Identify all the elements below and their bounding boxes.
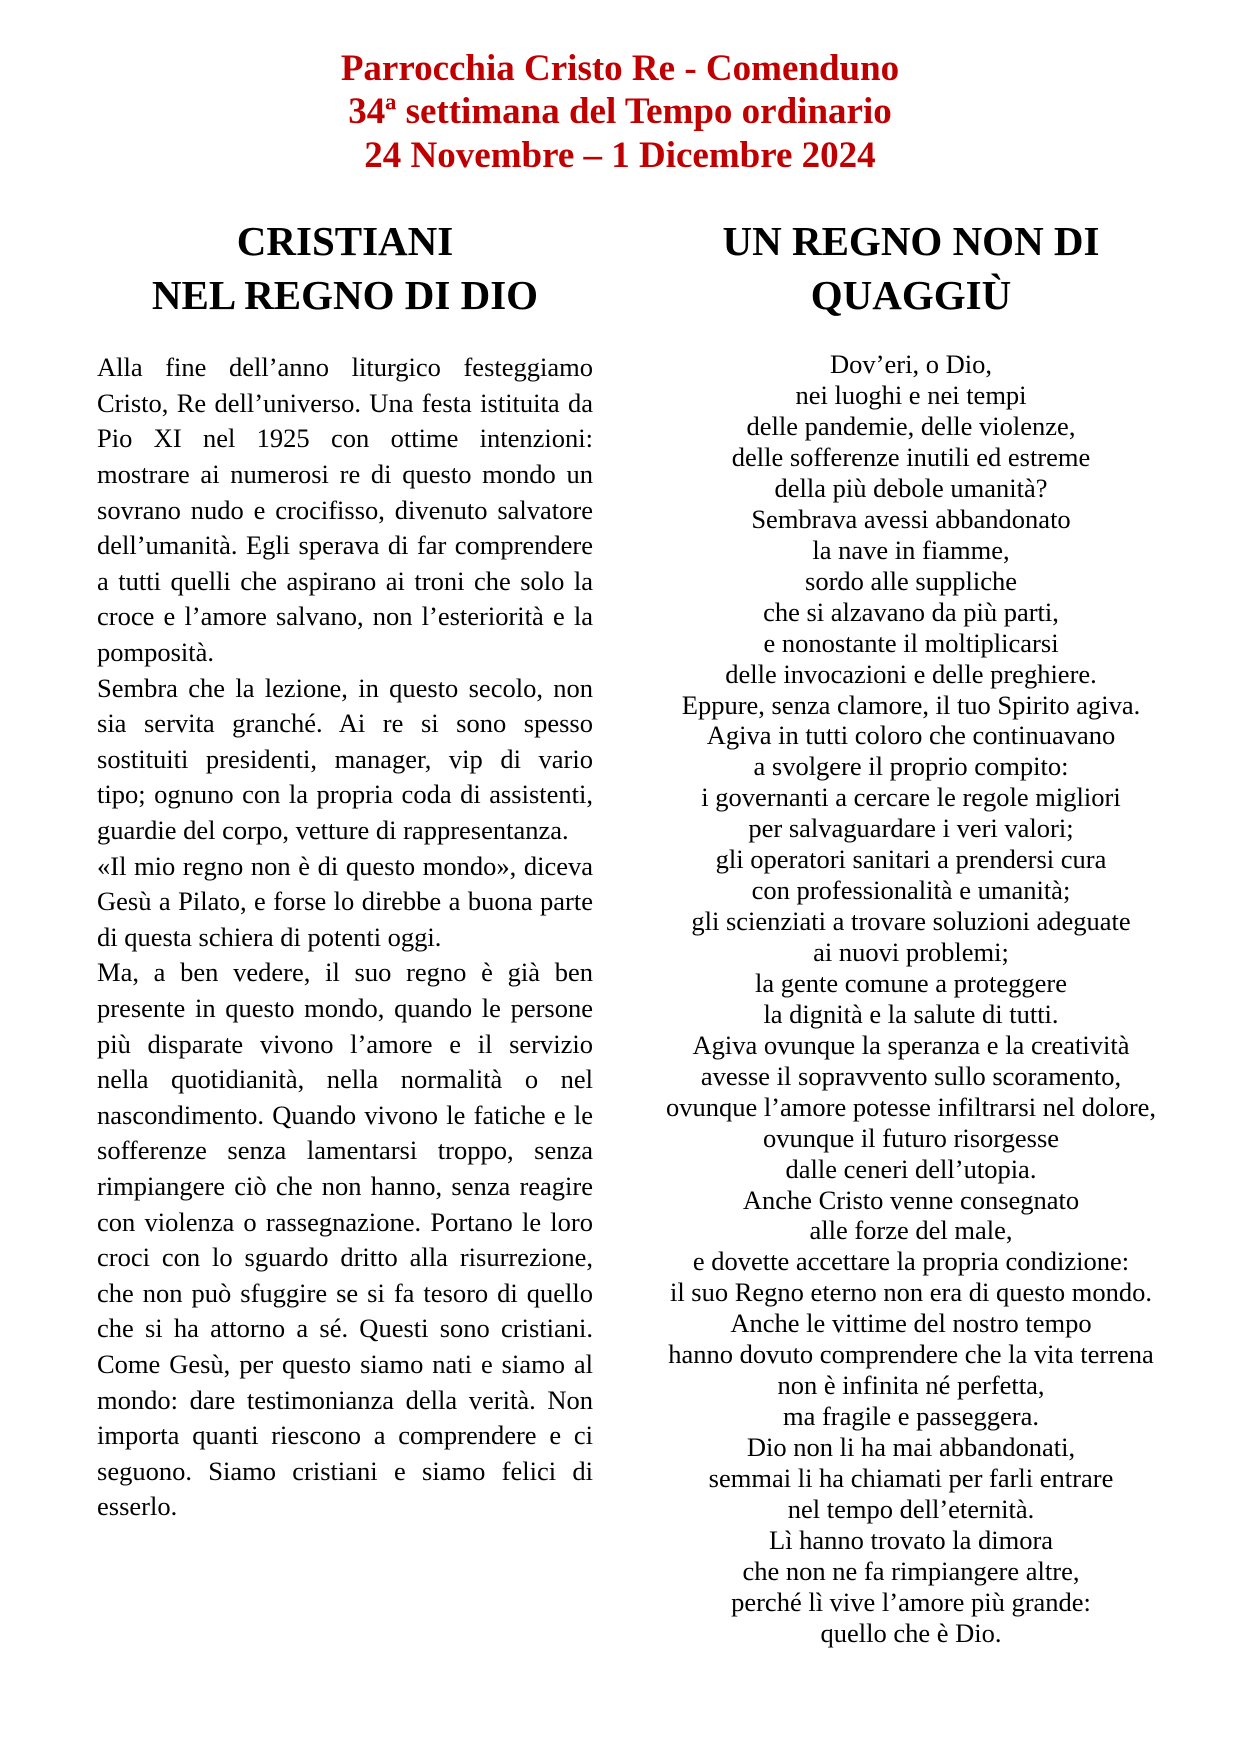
text-line: rimpiangere ciò che non hanno, senza reagire — [97, 1170, 593, 1201]
paragraph — [97, 849, 593, 956]
text-line: sia servita granché. Ai re si sono spesso — [97, 708, 593, 739]
text-line: sovrano nudo e crocifisso, divenuto salvatore — [97, 494, 593, 525]
poem-line: e nonostante il moltiplicarsi — [763, 627, 1059, 658]
poem-line: Dio non li ha mai abbandonati, — [746, 1432, 1076, 1462]
poem-line: gli scienziati a trovare soluzioni adeguate — [691, 906, 1131, 937]
text-line: che si ha attorno a sé. Questi sono cristiani. — [97, 1313, 593, 1344]
text-line: presente in questo mondo, quando le persone — [97, 992, 593, 1023]
text-line: Gesù a Pilato, e forse lo direbbe a buona parte — [97, 886, 593, 917]
poem-line: Dov’eri, o Dio, — [830, 349, 992, 380]
text-line: dell’umanità. Egli sperava di far comprendere — [97, 530, 593, 561]
text-line: mondo: dare testimonianza della verità. Non — [97, 1384, 593, 1415]
article-body — [97, 350, 593, 1525]
text-line: che non può sfuggire se si fa tesoro di quello — [97, 1277, 593, 1308]
text-line: più disparate vivono l’amore e il servizio — [97, 1028, 593, 1059]
poem-title — [662, 214, 1160, 323]
text-line: importa quanti riescono a comprendere e ci — [97, 1420, 593, 1451]
date-range: 24 Novembre – 1 Dicembre 2024 — [364, 134, 876, 176]
poem-line: delle invocazioni e delle preghiere. — [725, 658, 1097, 689]
text-line: guardie del corpo, vetture di rappresentanza. — [97, 815, 569, 846]
text-line: Cristo, Re dell’universo. Una festa istituita da — [97, 387, 593, 418]
left-column — [97, 0, 593, 1754]
text-line: Ma, a ben vedere, il suo regno è già ben — [97, 957, 593, 988]
poem-line: ovunque l’amore potesse infiltrarsi nel dolore, — [665, 1091, 1157, 1122]
poem-line: delle pandemie, delle violenze, — [746, 411, 1076, 442]
text-line: con violenza o rassegnazione. Portano le loro — [97, 1206, 593, 1237]
poem-line: la gente comune a proteggere — [755, 967, 1067, 998]
poem-line: semmai li ha chiamati per farli entrare — [708, 1462, 1114, 1493]
poem-line: dalle ceneri dell’utopia. — [785, 1153, 1037, 1184]
text-line: Pio XI nel 1925 con ottime intenzioni: — [97, 423, 593, 454]
poem-line: hanno dovuto comprendere che la vita terrena — [668, 1339, 1154, 1370]
poem-line: ma fragile e passeggera. — [782, 1401, 1040, 1432]
poem-line: perché lì vive l’amore più grande: — [731, 1586, 1091, 1617]
text-line: croci con lo sguardo dritto alla risurrezione, — [97, 1242, 593, 1273]
article-title-line: CRISTIANI — [236, 217, 454, 264]
poem-line: nei luoghi e nei tempi — [795, 380, 1027, 411]
text-line: «Il mio regno non è di questo mondo», diceva — [97, 850, 593, 881]
poem-line: Anche le vittime del nostro tempo — [730, 1308, 1092, 1339]
poem-line: gli operatori sanitari a prendersi cura — [715, 844, 1107, 875]
paragraph — [97, 955, 593, 1525]
poem-line: la nave in fiamme, — [812, 534, 1010, 565]
poem-line: che non ne fa rimpiangere altre, — [742, 1555, 1080, 1586]
text-line: nella quotidianità, nella normalità o nel — [97, 1064, 593, 1095]
poem-line: ovunque il futuro risorgesse — [762, 1122, 1060, 1153]
text-line: tipo; ognuno con la propria coda di assistenti, — [97, 779, 593, 810]
poem-line: nel tempo dell’eternità. — [787, 1493, 1035, 1524]
week-label: 34ª settimana del Tempo ordinario — [348, 91, 892, 133]
poem-line: a svolgere il proprio compito: — [753, 751, 1069, 782]
text-line: Alla fine dell’anno liturgico festeggiamo — [97, 352, 593, 383]
text-line: mostrare ai numerosi re di questo mondo un — [97, 459, 593, 490]
poem-line: delle sofferenze inutili ed estreme — [731, 442, 1091, 472]
poem-line: ai nuovi problemi; — [813, 937, 1009, 967]
poem-title-line: UN REGNO NON DI — [722, 217, 1100, 264]
text-line: croce e l’amore salvano, non l’esteriorità e la — [97, 601, 593, 632]
poem-line: Agiva ovunque la speranza e la creatività — [692, 1029, 1130, 1060]
poem-line: il suo Regno eterno non era di questo mondo. — [669, 1277, 1153, 1308]
poem-line: Anche Cristo venne consegnato — [742, 1184, 1080, 1215]
text-line: a tutti quelli che aspirano ai troni che solo la — [97, 565, 593, 596]
parish-name: Parrocchia Cristo Re - Comenduno — [340, 48, 900, 89]
paragraph — [97, 671, 593, 849]
poem-line: sordo alle suppliche — [805, 565, 1017, 596]
text-line: Come Gesù, per questo siamo nati e siamo al — [97, 1348, 593, 1379]
poem-line: quello che è Dio. — [820, 1617, 1002, 1648]
poem-line: che si alzavano da più parti, — [763, 596, 1059, 627]
poem-line: Lì hanno trovato la dimora — [768, 1524, 1054, 1555]
text-line: seguono. Siamo cristiani e siamo felici di — [97, 1455, 593, 1486]
text-line: sofferenze senza lamentarsi troppo, senza — [97, 1135, 593, 1166]
poem-line: alle forze del male, — [809, 1215, 1013, 1246]
paragraph — [97, 350, 593, 670]
article-title — [97, 214, 593, 323]
article-title-line: NEL REGNO DI DIO — [151, 272, 539, 318]
poem-line: Agiva in tutti coloro che continuavano — [706, 720, 1116, 751]
poem-line: per salvaguardare i veri valori; — [748, 813, 1074, 844]
text-line: nascondimento. Quando vivono le fatiche e le — [97, 1099, 593, 1130]
text-line: di questa schiera di potenti oggi. — [97, 921, 442, 952]
poem-line: avesse il sopravvento sullo scoramento, — [700, 1060, 1122, 1091]
poem-line: e dovette accettare la propria condizione: — [692, 1246, 1130, 1277]
poem-line: con professionalità e umanità; — [751, 875, 1071, 906]
poem-line: Eppure, senza clamore, il tuo Spirito agiva. — [681, 689, 1141, 720]
text-line: Sembra che la lezione, in questo secolo, non — [97, 672, 593, 703]
poem-title-line: QUAGGIÙ — [810, 272, 1012, 318]
text-line: pomposità. — [97, 637, 215, 668]
poem-line: Sembrava avessi abbandonato — [751, 503, 1071, 534]
poem-line: della più debole umanità? — [774, 472, 1048, 503]
right-column — [662, 0, 1160, 1754]
poem-body — [662, 349, 1160, 1648]
text-line: sostituiti presidenti, manager, vip di vario — [97, 743, 593, 774]
poem-line: non è infinita né perfetta, — [777, 1370, 1045, 1401]
poem-line: la dignità e la salute di tutti. — [763, 998, 1059, 1029]
text-line: esserlo. — [97, 1491, 178, 1522]
poem-line: i governanti a cercare le regole migliori — [701, 782, 1121, 813]
